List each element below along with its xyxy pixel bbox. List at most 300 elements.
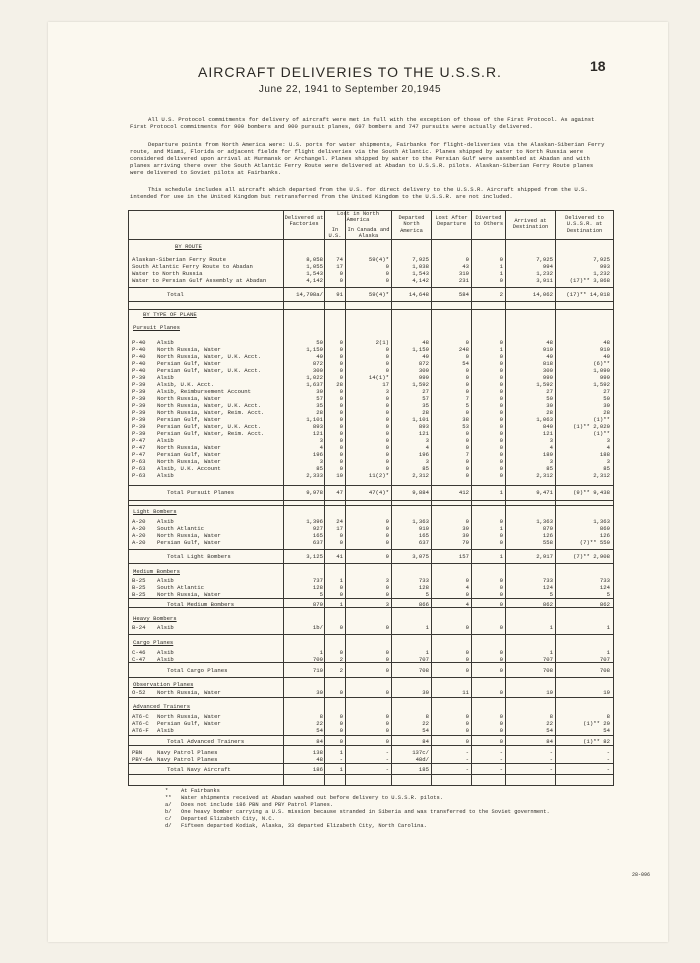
table-row xyxy=(129,346,613,353)
table-row xyxy=(129,532,613,539)
table-cell: 3 xyxy=(549,458,553,465)
aircraft-type: PBY-6A xyxy=(132,756,153,763)
table-row xyxy=(129,339,613,346)
table-cell: 5 xyxy=(319,591,323,598)
table-cell: 0 xyxy=(499,591,503,598)
table-cell: 0 xyxy=(339,444,343,451)
aircraft-type: C-47 xyxy=(132,656,146,663)
table-cell: 0 xyxy=(385,591,389,598)
table-cell: 24 xyxy=(336,518,343,525)
table-cell: 5 xyxy=(425,591,429,598)
table-cell: 1 xyxy=(499,346,503,353)
row-label: Alsib xyxy=(157,656,174,663)
section-by-type: BY TYPE OF PLANE xyxy=(143,311,197,318)
page-number: 18 xyxy=(590,58,606,74)
table-cell: 85 xyxy=(546,465,553,472)
table-cell: 0 xyxy=(339,649,343,656)
aircraft-type: P-47 xyxy=(132,451,146,458)
deliveries-table xyxy=(128,210,614,786)
total-label: Total Pursuit Planes xyxy=(167,489,235,496)
aircraft-type: B-25 xyxy=(132,584,146,591)
aircraft-type: A-20 xyxy=(132,532,146,539)
table-cell: 4 xyxy=(465,601,469,608)
header-delivered-ussr: Delivered to U.S.S.R. at Destination xyxy=(565,215,604,234)
table-cell: 1,363 xyxy=(412,518,429,525)
table-cell: 1 xyxy=(425,624,429,631)
table-cell: 27 xyxy=(603,388,610,395)
table-cell: 300 xyxy=(542,367,553,374)
table-cell: 0 xyxy=(385,720,389,727)
header-delivered: Delivered at Factories xyxy=(284,215,324,228)
table-cell: 7 xyxy=(465,451,469,458)
table-cell: 870 xyxy=(542,525,553,532)
footnote-marker: d/ xyxy=(165,823,172,829)
table-row xyxy=(129,360,613,367)
row-label: North Russia, Water, U.K. Acct. xyxy=(157,353,262,360)
table-cell: - xyxy=(465,749,469,756)
table-cell: 0 xyxy=(339,409,343,416)
table-cell: 1 xyxy=(499,270,503,277)
table-cell: 1,159 xyxy=(306,346,323,353)
table-cell: 1,063 xyxy=(536,416,553,423)
table-cell: 30 xyxy=(546,402,553,409)
table-cell: - xyxy=(385,756,389,763)
total-label: Total Medium Bombers xyxy=(167,601,235,608)
table-cell: 0 xyxy=(339,430,343,437)
total-label: Total xyxy=(167,291,184,298)
header-lost-canada: In Canada and Alaska xyxy=(347,227,390,240)
table-cell: 910 xyxy=(599,346,610,353)
table-cell: 0 xyxy=(385,656,389,663)
table-cell: 1 xyxy=(425,649,429,656)
row-label: Alsib xyxy=(157,518,174,525)
table-cell: 4,142 xyxy=(412,277,429,284)
row-label: Alsib xyxy=(157,437,174,444)
table-cell: 0 xyxy=(465,577,469,584)
table-cell: 231 xyxy=(458,277,469,284)
table-cell: 733 xyxy=(418,577,429,584)
table-cell: - xyxy=(339,756,343,763)
table-cell: 1,101 xyxy=(412,416,429,423)
table-row xyxy=(129,727,613,734)
table-cell: 196 xyxy=(418,451,429,458)
row-label: North Russia, Water xyxy=(157,458,221,465)
table-cell: 0 xyxy=(385,277,389,284)
table-cell: 11(2)* xyxy=(368,472,389,479)
table-cell: 8,058 xyxy=(306,256,323,263)
table-cell: 1 xyxy=(499,553,503,560)
table-cell: 4 xyxy=(319,444,323,451)
table-cell: 1 xyxy=(549,649,553,656)
table-cell: 1,543 xyxy=(306,270,323,277)
table-cell: (6)** xyxy=(593,360,610,367)
aircraft-type: P-63 xyxy=(132,472,146,479)
row-label: South Atlantic xyxy=(157,525,204,532)
table-cell: 28 xyxy=(316,409,323,416)
table-cell: 0 xyxy=(465,374,469,381)
row-label: North Russia, Water xyxy=(157,591,221,598)
table-cell: 0 xyxy=(465,458,469,465)
table-row xyxy=(129,584,613,591)
table-cell: 0 xyxy=(339,339,343,346)
table-cell: 9 xyxy=(339,374,343,381)
table-cell: 50 xyxy=(316,339,323,346)
table-cell: (1)** xyxy=(593,430,610,437)
table-cell: 84 xyxy=(316,738,323,745)
row-label: Alsib xyxy=(157,649,174,656)
table-cell: 54 xyxy=(603,727,610,734)
row-label: North Russia, Water xyxy=(157,532,221,539)
aircraft-type: P-63 xyxy=(132,465,146,472)
table-rule xyxy=(129,763,613,764)
table-cell: 2,312 xyxy=(536,472,553,479)
table-cell: 28 xyxy=(336,381,343,388)
table-row xyxy=(129,416,613,423)
table-cell: 0 xyxy=(385,409,389,416)
table-cell: 0 xyxy=(499,360,503,367)
aircraft-type: AT6-F xyxy=(132,727,149,734)
row-label: North Russia, Water, Reim. Acct. xyxy=(157,409,265,416)
table-cell: 1,592 xyxy=(412,381,429,388)
total-label: Total Light Bombers xyxy=(167,553,231,560)
table-cell: 165 xyxy=(418,532,429,539)
table-cell: 121 xyxy=(542,430,553,437)
table-cell: 48 xyxy=(603,339,610,346)
table-cell: 0 xyxy=(339,532,343,539)
row-label: Persian Gulf, Water xyxy=(157,416,221,423)
table-row xyxy=(129,553,613,560)
table-cell: 186 xyxy=(312,766,323,773)
aircraft-type: P-40 xyxy=(132,339,146,346)
table-cell: 3 xyxy=(385,577,389,584)
table-cell: 0 xyxy=(465,409,469,416)
table-rule xyxy=(129,301,613,302)
table-cell: 1,090 xyxy=(593,367,610,374)
row-label: Alsib, U.K. Acct. xyxy=(157,381,215,388)
table-cell: 3,075 xyxy=(412,553,429,560)
table-row xyxy=(129,577,613,584)
footnote xyxy=(165,788,220,795)
table-cell: 22 xyxy=(316,720,323,727)
table-cell: (1)** 20 xyxy=(583,720,610,727)
table-cell: 0 xyxy=(499,713,503,720)
table-cell: 0 xyxy=(339,416,343,423)
table-cell: 0 xyxy=(339,624,343,631)
table-cell: 0 xyxy=(465,624,469,631)
row-label: North Russia, Water xyxy=(157,346,221,353)
table-cell: 0 xyxy=(465,339,469,346)
footnote xyxy=(165,795,443,802)
table-cell: 733 xyxy=(542,577,553,584)
intro-paragraph: All U.S. Protocol commitments for delivery of aircraft were met in full with the exception of those of the First Protocol. As against First Protocol commitments for 900 bombers and 900 pursuit planes, 697 bombers and 747 pursuits were actually delivered. xyxy=(130,116,595,130)
table-cell: 0 xyxy=(339,689,343,696)
table-cell: 1,592 xyxy=(593,381,610,388)
table-cell: 1 xyxy=(319,649,323,656)
table-cell: 3 xyxy=(549,437,553,444)
table-cell: 1 xyxy=(339,577,343,584)
table-cell: 0 xyxy=(499,738,503,745)
table-cell: 7,925 xyxy=(593,256,610,263)
table-cell: 1,543 xyxy=(412,270,429,277)
table-cell: 3 xyxy=(606,458,610,465)
table-cell: 0 xyxy=(499,518,503,525)
table-cell: 39 xyxy=(462,525,469,532)
table-cell: 185 xyxy=(418,766,429,773)
header-arrived: Arrived at Destination xyxy=(512,218,549,231)
table-cell: 48 xyxy=(422,339,429,346)
table-cell: 0 xyxy=(499,381,503,388)
table-cell: 27 xyxy=(422,388,429,395)
table-cell: 872 xyxy=(312,360,323,367)
section-medium-bombers: Medium Bombers xyxy=(133,568,180,575)
table-cell: - xyxy=(465,766,469,773)
table-row xyxy=(129,649,613,656)
table-cell: 994 xyxy=(542,263,553,270)
row-label: Alsib, Reimbursement Account xyxy=(157,388,251,395)
aircraft-type: P-47 xyxy=(132,444,146,451)
table-cell: 3 xyxy=(319,458,323,465)
table-row xyxy=(129,749,613,756)
row-label: Persian Gulf, Water, Reim. Acct. xyxy=(157,430,265,437)
aircraft-type: P-39 xyxy=(132,381,146,388)
table-row xyxy=(129,437,613,444)
table-cell: 709 xyxy=(312,656,323,663)
table-cell: 7,925 xyxy=(536,256,553,263)
table-row xyxy=(129,624,613,631)
table-cell: - xyxy=(499,756,503,763)
table-cell: 14,062 xyxy=(532,291,553,298)
table-cell: 138 xyxy=(312,749,323,756)
table-cell: 54 xyxy=(422,727,429,734)
table-cell: (1)** 2,020 xyxy=(573,423,610,430)
footnote-marker: * xyxy=(165,788,169,794)
scope-paragraph: This schedule includes all aircraft which departed from the U.S. for direct delivery to the U.S.S.R. Aircraft shipped from the U.S. intended for use in the United Kingdom but retransferred from the United Kingdom to the U.S.S.R. are not included. xyxy=(130,186,588,200)
table-cell: 19 xyxy=(603,689,610,696)
table-cell: 869 xyxy=(599,525,610,532)
departure-paragraph: Departure points from North America were: U.S. ports for water shipments, Fairbanks for flight-deliveries via the Alaskan-Siberian Ferry route, and Miami, Florida or adjacent fields for flight deliveries via the South Atlantic. Planes shipped by water to North Russia were considered delivered upon arrival at Murmansk or Archangel. Planes shipped by water to the Persian Gulf were assembled at Abadan and with planes arriving there over the South Atlantic Ferry Route were delivered at Abadan to U.S.S.R. pilots. Alaskan-Siberian Ferry Route planes were delivered to Soviet pilots at Fairbanks. xyxy=(130,141,605,176)
table-cell: 584 xyxy=(458,291,469,298)
table-cell: 0 xyxy=(339,388,343,395)
table-cell: 0 xyxy=(385,367,389,374)
table-cell: 0 xyxy=(465,472,469,479)
aircraft-type: P-63 xyxy=(132,458,146,465)
table-rule xyxy=(129,745,613,746)
table-cell: 0 xyxy=(339,727,343,734)
table-row xyxy=(129,458,613,465)
table-cell: 38 xyxy=(462,416,469,423)
table-cell: 0 xyxy=(385,532,389,539)
total-label: Total Cargo Planes xyxy=(167,667,228,674)
table-cell: 2(1) xyxy=(375,339,389,346)
table-cell: 4,142 xyxy=(306,277,323,284)
table-row xyxy=(129,395,613,402)
table-cell: 0 xyxy=(385,437,389,444)
table-cell: 1b/ xyxy=(312,624,323,631)
aircraft-type: P-40 xyxy=(132,346,146,353)
table-cell: 2 xyxy=(339,656,343,663)
table-cell: 412 xyxy=(458,489,469,496)
table-row xyxy=(129,738,613,745)
table-cell: 0 xyxy=(385,395,389,402)
table-cell: 0 xyxy=(499,472,503,479)
table-cell: 0 xyxy=(499,720,503,727)
row-label: Water to Persian Gulf Assembly at Abadan xyxy=(132,277,267,284)
table-cell: (1)** 82 xyxy=(583,738,610,745)
table-cell: 0 xyxy=(339,437,343,444)
row-label: Persian Gulf, Water, U.K. Acct. xyxy=(157,423,262,430)
section-cargo-planes: Cargo Planes xyxy=(133,639,174,646)
table-cell: 0 xyxy=(339,360,343,367)
table-cell: 128 xyxy=(312,584,323,591)
table-cell: 54 xyxy=(546,727,553,734)
table-cell: 27 xyxy=(546,388,553,395)
table-cell: 999 xyxy=(599,374,610,381)
table-cell: 0 xyxy=(385,402,389,409)
table-cell: 0 xyxy=(499,402,503,409)
table-cell: 637 xyxy=(312,539,323,546)
footnote-marker: ** xyxy=(165,795,172,801)
table-cell: 0 xyxy=(385,667,389,674)
table-row xyxy=(129,374,613,381)
table-cell: 3 xyxy=(606,437,610,444)
table-rule xyxy=(129,735,613,736)
page-title: AIRCRAFT DELIVERIES TO THE U.S.S.R. xyxy=(198,64,502,80)
table-cell: 0 xyxy=(385,423,389,430)
table-cell: 1 xyxy=(606,649,610,656)
section-light-bombers: Light Bombers xyxy=(133,508,177,515)
table-cell: 128 xyxy=(418,584,429,591)
aircraft-type: P-40 xyxy=(132,360,146,367)
row-label: North Russia, Water xyxy=(157,444,221,451)
table-cell: 872 xyxy=(418,360,429,367)
table-cell: 0 xyxy=(465,437,469,444)
table-cell: 121 xyxy=(312,430,323,437)
table-cell: 2,312 xyxy=(412,472,429,479)
table-cell: 0 xyxy=(499,689,503,696)
table-cell: 0 xyxy=(465,727,469,734)
table-cell: 3 xyxy=(425,437,429,444)
section-heavy-bombers: Heavy Bombers xyxy=(133,615,177,622)
section-by-route: BY ROUTE xyxy=(175,243,202,250)
table-cell: 59(4)* xyxy=(368,291,389,298)
section-pursuit: Pursuit Planes xyxy=(133,324,180,331)
table-cell: 30 xyxy=(603,402,610,409)
table-cell: 0 xyxy=(339,591,343,598)
table-cell: 49 xyxy=(546,353,553,360)
table-cell: 300 xyxy=(418,367,429,374)
table-cell: 3,125 xyxy=(306,553,323,560)
table-cell: 707 xyxy=(599,656,610,663)
aircraft-type: P-39 xyxy=(132,416,146,423)
table-cell: 0 xyxy=(385,458,389,465)
table-cell: 48 xyxy=(546,339,553,346)
table-cell: 893 xyxy=(312,423,323,430)
table-cell: (9)** 9,438 xyxy=(573,489,610,496)
table-cell: 0 xyxy=(465,649,469,656)
table-rule xyxy=(129,485,613,486)
table-row xyxy=(129,367,613,374)
row-label: North Russia, Water, U.K. Acct. xyxy=(157,402,262,409)
table-cell: 0 xyxy=(385,525,389,532)
table-cell: 0 xyxy=(499,624,503,631)
table-cell: 0 xyxy=(499,601,503,608)
aircraft-type: P-39 xyxy=(132,423,146,430)
total-label: Total Advanced Trainers xyxy=(167,738,245,745)
table-cell: 74 xyxy=(336,256,343,263)
table-cell: 840 xyxy=(542,423,553,430)
table-cell: 1 xyxy=(549,624,553,631)
table-cell: 28 xyxy=(546,409,553,416)
table-cell: 0 xyxy=(465,367,469,374)
table-row xyxy=(129,766,613,773)
row-label: South Atlantic xyxy=(157,584,204,591)
row-label: Alaskan-Siberian Ferry Route xyxy=(132,256,226,263)
header-diverted: Diverted to Others xyxy=(473,215,504,228)
footnote-marker: c/ xyxy=(165,816,172,822)
table-cell: 1 xyxy=(606,624,610,631)
table-cell: 0 xyxy=(339,346,343,353)
section-advanced-trainers: Advanced Trainers xyxy=(133,703,191,710)
table-cell: 57 xyxy=(422,395,429,402)
aircraft-type: P-39 xyxy=(132,430,146,437)
table-cell: 59(4)* xyxy=(368,256,389,263)
table-cell: 0 xyxy=(385,649,389,656)
table-cell: 0 xyxy=(385,451,389,458)
table-cell: 188 xyxy=(599,451,610,458)
table-cell: 30 xyxy=(316,388,323,395)
table-cell: 49 xyxy=(316,353,323,360)
table-cell: 57 xyxy=(316,395,323,402)
table-cell: 637 xyxy=(418,539,429,546)
table-cell: 0 xyxy=(385,416,389,423)
aircraft-type: A-20 xyxy=(132,525,146,532)
table-cell: 0 xyxy=(339,539,343,546)
table-cell: 84 xyxy=(422,738,429,745)
table-cell: 0 xyxy=(339,367,343,374)
table-cell: 1,592 xyxy=(536,381,553,388)
table-cell: 30 xyxy=(316,689,323,696)
table-cell: 0 xyxy=(465,656,469,663)
table-cell: 30 xyxy=(422,689,429,696)
row-label: North Russia, Water xyxy=(157,713,221,720)
table-cell: - xyxy=(465,756,469,763)
table-row xyxy=(129,689,613,696)
row-label: South Atlantic Ferry Route to Abadan xyxy=(132,263,253,270)
aircraft-type: P-40 xyxy=(132,353,146,360)
table-cell: 0 xyxy=(385,689,389,696)
table-cell: 1 xyxy=(499,525,503,532)
table-cell: 862 xyxy=(542,601,553,608)
aircraft-type: AT6-C xyxy=(132,713,149,720)
footnote xyxy=(165,802,333,809)
table-cell: 5 xyxy=(606,591,610,598)
table-cell: 0 xyxy=(385,465,389,472)
table-cell: 0 xyxy=(499,256,503,263)
table-cell: 818 xyxy=(542,360,553,367)
row-label: Persian Gulf, Water, U.K. Acct. xyxy=(157,367,262,374)
header-lost-after: Lost After Departure xyxy=(435,215,468,228)
table-cell: 0 xyxy=(339,720,343,727)
table-row xyxy=(129,270,613,277)
table-cell: 0 xyxy=(339,395,343,402)
footnote-text: One heavy bomber carrying a U.S. mission because stranded in Siberia and was transferred to the Soviet government. xyxy=(181,809,550,815)
table-cell: 10 xyxy=(336,472,343,479)
table-cell: 49 xyxy=(422,353,429,360)
aircraft-type: P-39 xyxy=(132,374,146,381)
table-cell: 0 xyxy=(499,451,503,458)
table-cell: - xyxy=(549,766,553,773)
footnote-text: Departed Elizabeth City, N.C. xyxy=(181,816,275,822)
